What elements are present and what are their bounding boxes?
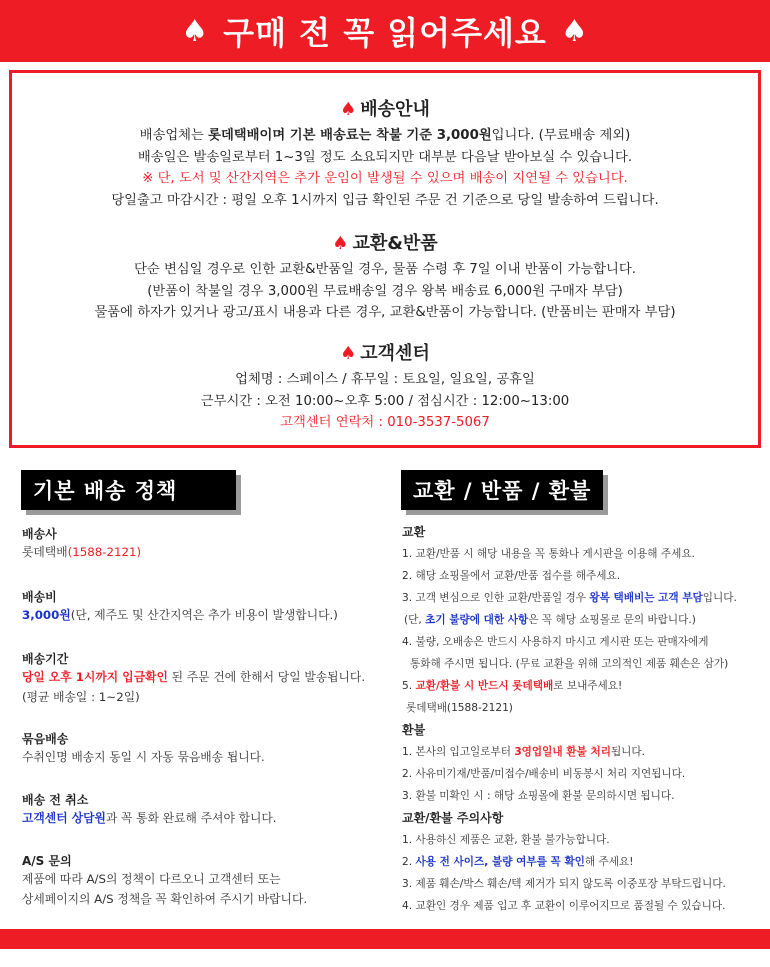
bundle-item: 묶음배송 수취인명 배송지 동일 시 자동 묶음배송 됩니다. bbox=[22, 732, 265, 764]
fee-item: 배송비 3,000원(단, 제주도 및 산간지역은 추가 비용이 발생합니다.) bbox=[22, 590, 338, 622]
refund-subheading: 환불 bbox=[402, 723, 426, 737]
spade-icon: ♠ bbox=[340, 343, 357, 364]
shipping-section bbox=[12, 95, 758, 211]
list-item: (단, 초기 불량에 대한 사항은 꼭 해당 쇼핑몰로 문의 바랍니다.) bbox=[404, 614, 696, 626]
cancel-item: 배송 전 취소 고객센터 상담원과 꼭 통화 완료해 주셔야 합니다. bbox=[22, 793, 277, 825]
basic-shipping-policy-tag: 기본 배송 정책 bbox=[21, 470, 236, 510]
center-line-1: 업체명 : 스페이스 / 휴무일 : 토요일, 일요일, 공휴일 bbox=[235, 372, 535, 387]
exchange-line-2: (반품이 착불일 경우 3,000원 무료배송일 경우 왕복 배송료 6,000원 구매자 부담) bbox=[147, 283, 623, 299]
center-line-2: 근무시간 : 오전 10:00~오후 5:00 / 점심시간 : 12:00~13:00 bbox=[200, 393, 570, 409]
list-item: 4. 교환인 경우 제품 입고 후 교환이 이루어지므로 품절될 수 있습니다. bbox=[402, 900, 726, 912]
list-item: 2. 사유미기재/반품/미접수/배송비 비동봉시 처리 지연됩니다. bbox=[402, 768, 686, 780]
top-banner bbox=[0, 0, 770, 62]
as-item: A/S 문의 제품에 따라 A/S의 정책이 다르오니 고객센터 또는 상세페이지의 A/S 정책을 꼭 확인하여 주시기 바랍니다. bbox=[22, 854, 308, 906]
list-item: 2. 해당 쇼핑몰에서 교환/반품 접수를 해주세요. bbox=[402, 570, 621, 582]
list-item: 1. 교환/반품 시 해당 내용을 꼭 통화나 게시판을 이용해 주세요. bbox=[402, 548, 695, 560]
list-item: 통화해 주시면 됩니다. (무료 교환을 위해 고의적인 제품 훼손은 삼가) bbox=[410, 658, 729, 670]
center-heading: ♠ 고객센터 bbox=[340, 343, 430, 364]
list-item: 4. 불량, 오배송은 반드시 사용하지 마시고 게시판 또는 판매자에게 bbox=[402, 636, 709, 648]
exchange-return-refund-tag: 교환 / 반품 / 환불 bbox=[401, 470, 603, 510]
shipping-line-4: 당일출고 마감시간 : 평일 오후 1시까지 입금 확인된 주문 건 기준으로 당일 발송하여 드립니다. bbox=[111, 192, 659, 208]
list-item: 롯데택배(1588-2121) bbox=[406, 702, 513, 714]
spade-icon: ♠ bbox=[340, 99, 357, 120]
list-item: 2. 사용 전 사이즈, 불량 여부를 꼭 확인해 주세요! bbox=[402, 856, 634, 868]
center-contact: 고객센터 연락처 : 010-3537-5067 bbox=[280, 415, 490, 430]
exchange-heading: ♠ 교환&반품 bbox=[332, 233, 438, 254]
period-item: 배송기간 당일 오후 1시까지 입금확인 된 주문 건에 한해서 당일 발송됩니다. (평균 배송일 : 1~2일) bbox=[22, 652, 366, 704]
spade-icon: ♠ bbox=[181, 13, 210, 49]
carrier-item: 배송사 롯데택배(1588-2121) bbox=[22, 527, 142, 559]
center-section bbox=[12, 339, 758, 434]
list-item: 3. 고객 변심으로 인한 교환/반품일 경우 왕복 택배비는 고객 부담입니다. bbox=[402, 592, 737, 604]
exchange-subheading: 교환 bbox=[402, 525, 426, 539]
notice-box bbox=[9, 70, 761, 448]
list-item: 1. 본사의 입고일로부터 3영업일내 환불 처리됩니다. bbox=[402, 746, 646, 758]
shipping-line-1: 배송업체는 롯데택배이며 기본 배송료는 착불 기준 3,000원입니다. (무료배송 제외) bbox=[139, 128, 631, 143]
bottom-bar bbox=[0, 929, 770, 949]
exchange-section bbox=[12, 229, 758, 324]
banner-title: 구매 전 꼭 읽어주세요 bbox=[223, 14, 547, 52]
caution-subheading: 교환/환불 주의사항 bbox=[402, 811, 504, 825]
spade-icon: ♠ bbox=[560, 13, 589, 49]
spade-icon: ♠ bbox=[332, 233, 349, 254]
exchange-line-3: 물품에 하자가 있거나 광고/표시 내용과 다른 경우, 교환&반품이 가능합니다. (반품비는 판매자 부담) bbox=[94, 305, 676, 320]
shipping-heading: ♠ 배송안내 bbox=[340, 99, 430, 120]
exchange-line-1: 단순 변심일 경우로 인한 교환&반품일 경우, 물품 수령 후 7일 이내 반품이 가능합니다. bbox=[134, 262, 636, 277]
list-item: 3. 환불 미확인 시 : 해당 쇼핑몰에 환불 문의하시면 됩니다. bbox=[402, 790, 675, 802]
list-item: 5. 교환/환불 시 반드시 롯데택배로 보내주세요! bbox=[402, 680, 623, 692]
list-item: 1. 사용하신 제품은 교환, 환불 불가능합니다. bbox=[402, 834, 610, 846]
shipping-line-2: 배송일은 발송일로부터 1~3일 정도 소요되지만 대부분 다음날 받아보실 수 있습니다. bbox=[137, 149, 633, 165]
shipping-warning: ※ 단, 도서 및 산간지역은 추가 운임이 발생될 수 있으며 배송이 지연될 수 있습니다. bbox=[142, 171, 628, 186]
exchange-refund-list bbox=[402, 521, 762, 917]
list-item: 3. 제품 훼손/박스 훼손/텍 제거가 되지 않도록 이중포장 부탁드립니다. bbox=[402, 878, 726, 890]
